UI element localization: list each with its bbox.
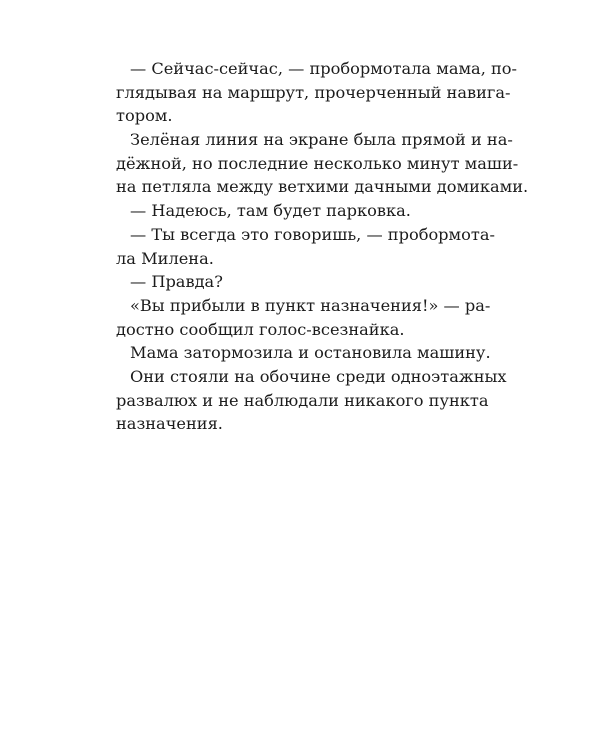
text-line: Они стояли на обочине среди одноэтажных	[130, 366, 507, 386]
text-line: глядывая на маршрут, прочерченный навига-	[116, 82, 511, 102]
text-line: тором.	[116, 106, 173, 126]
text-line: дёжной, но последние несколько минут маши-	[116, 153, 519, 173]
text-line: ла Милена.	[116, 248, 214, 268]
text-line: Зелёная линия на экране была прямой и на-	[130, 130, 513, 150]
text-line: — Ты всегда это говоришь, — пробормота-	[130, 224, 495, 244]
text-line: на петляла между ветхими дачными домиками.	[116, 177, 529, 197]
text-line: достно сообщил голос-всезнайка.	[116, 319, 405, 339]
text-line: Мама затормозила и остановила машину.	[130, 343, 491, 363]
text-line: «Вы прибыли в пункт назначения!» — ра-	[130, 295, 491, 315]
text-line: — Сейчас-сейчас, — пробормотала мама, по-	[130, 59, 518, 78]
text-line: развалюх и не наблюдали никакого пункта	[116, 390, 489, 410]
text-line: назначения.	[116, 414, 223, 434]
page-text	[116, 57, 529, 436]
text-line: — Надеюсь, там будет парковка.	[130, 201, 411, 221]
text-line: — Правда?	[130, 272, 223, 292]
